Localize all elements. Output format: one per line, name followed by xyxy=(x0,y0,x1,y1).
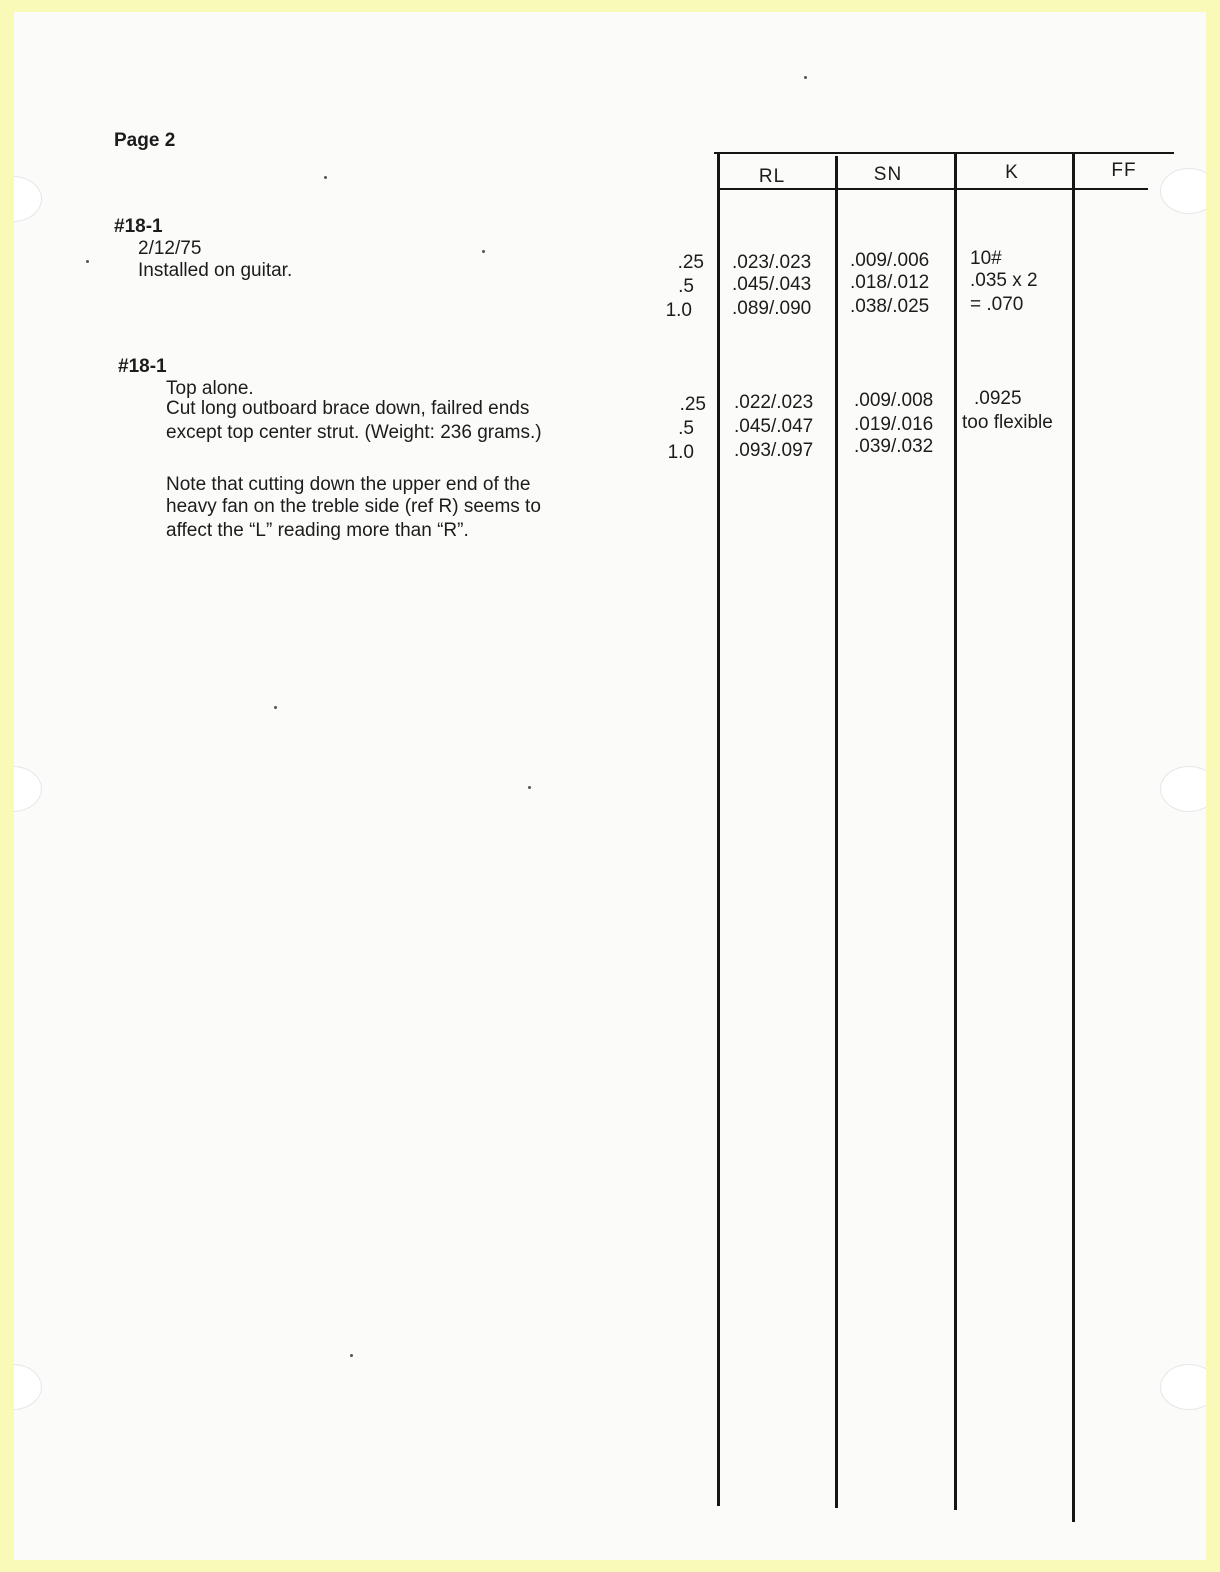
table-top-rule xyxy=(714,152,1174,154)
entry-note: affect the “L” reading more than “R”. xyxy=(166,520,469,541)
punch-hole-left-top xyxy=(14,176,42,222)
k-reading: .035 x 2 xyxy=(970,270,1038,291)
sn-reading: .009/.008 xyxy=(854,390,934,411)
entry-id: #18-1 xyxy=(118,356,167,377)
page-label: Page 2 xyxy=(114,130,176,151)
column-divider-sn-k xyxy=(954,154,957,1510)
scan-speck xyxy=(86,260,89,263)
load-value: 1.0 xyxy=(665,300,692,321)
scan-speck xyxy=(324,176,327,179)
k-reading: = .070 xyxy=(970,294,1024,315)
entry-note: heavy fan on the treble side (ref R) seems to xyxy=(166,496,541,517)
punch-hole-left-bottom xyxy=(14,1364,42,1410)
table-header-rule xyxy=(718,188,1148,190)
k-reading: 10# xyxy=(970,248,1002,269)
column-divider-rl-sn xyxy=(835,156,838,1508)
sn-reading: .038/.025 xyxy=(850,296,930,317)
scan-speck xyxy=(804,76,807,79)
column-header-ff: FF xyxy=(1111,160,1137,181)
k-reading: .0925 xyxy=(974,388,1022,409)
document-page xyxy=(14,12,1206,1560)
column-header-k: K xyxy=(1005,162,1019,183)
rl-reading: .023/.023 xyxy=(732,252,812,273)
sn-reading: .019/.016 xyxy=(854,414,934,435)
sn-reading: .009/.006 xyxy=(850,250,930,271)
entry-note: Note that cutting down the upper end of the xyxy=(166,474,531,495)
entry-description: Cut long outboard brace down, failred ends xyxy=(166,398,530,419)
k-reading: too flexible xyxy=(962,412,1053,433)
scan-speck xyxy=(482,250,485,253)
entry-date: 2/12/75 xyxy=(138,238,202,259)
punch-hole-right-top xyxy=(1160,168,1206,214)
column-divider-k-ff xyxy=(1072,152,1075,1522)
scan-speck xyxy=(274,706,277,709)
column-divider-rl-left xyxy=(717,154,720,1506)
punch-hole-right-bottom xyxy=(1160,1364,1206,1410)
scan-speck xyxy=(350,1354,353,1357)
load-value: .5 xyxy=(678,276,694,297)
punch-hole-left-middle xyxy=(14,766,42,812)
rl-reading: .045/.047 xyxy=(734,416,814,437)
punch-hole-right-middle xyxy=(1160,766,1206,812)
sn-reading: .018/.012 xyxy=(850,272,930,293)
rl-reading: .089/.090 xyxy=(732,298,812,319)
column-header-rl: RL xyxy=(758,166,786,187)
rl-reading: .022/.023 xyxy=(734,392,814,413)
column-header-sn: SN xyxy=(873,164,903,185)
sn-reading: .039/.032 xyxy=(854,436,934,457)
entry-description: Top alone. xyxy=(166,378,254,399)
entry-id: #18-1 xyxy=(114,216,163,237)
load-value: .25 xyxy=(679,394,706,415)
load-value: .25 xyxy=(677,252,704,273)
entry-description: except top center strut. (Weight: 236 grams.) xyxy=(166,422,542,443)
load-value: .5 xyxy=(678,418,694,439)
load-value: 1.0 xyxy=(667,442,694,463)
entry-description: Installed on guitar. xyxy=(138,260,293,281)
scan-speck xyxy=(528,786,531,789)
rl-reading: .045/.043 xyxy=(732,274,812,295)
rl-reading: .093/.097 xyxy=(734,440,814,461)
